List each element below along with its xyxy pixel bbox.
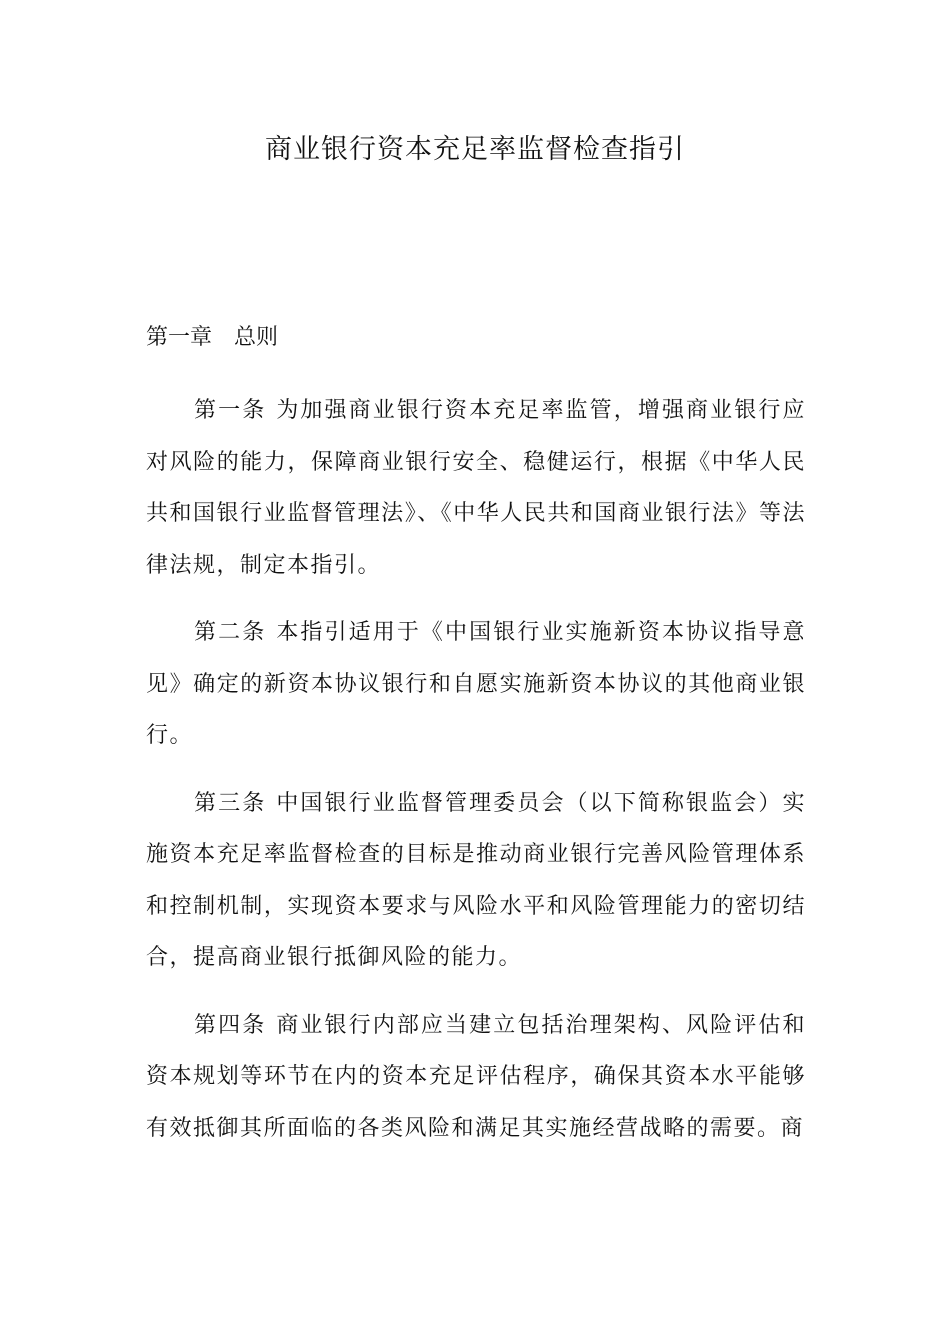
article-4 (146, 1000, 806, 1155)
article-3 (146, 778, 806, 984)
document-title: 商业银行资本充足率监督检查指引 (265, 134, 685, 165)
article-text: 中国银行业监督管理委员会（以下简称银监会）实施资本充足率监督检查的目标是推动商业银行完善风险管理体系和控制机制，实现资本要求与风险水平和风险管理能力的密切结合，提高商业银行抵御风险的能力。 (146, 790, 806, 970)
article-text: 为加强商业银行资本充足率监管，增强商业银行应对风险的能力，保障商业银行安全、稳健运行，根据《中华人民共和国银行业监督管理法》、《中华人民共和国商业银行法》等法律法规，制定本指引。 (146, 398, 806, 578)
document-body (146, 385, 806, 1170)
article-text: 商业银行内部应当建立包括治理架构、风险评估和资本规划等环节在内的资本充足评估程序，确保其资本水平能够有效抵御其所面临的各类风险和满足其实施经营战略的需要。商 (146, 1012, 806, 1141)
chapter-heading: 第一章 总则 (146, 325, 279, 350)
article-1 (146, 385, 806, 591)
article-text: 本指引适用于《中国银行业实施新资本协议指导意见》确定的新资本协议银行和自愿实施新资本协议的其他商业银行。 (146, 620, 806, 748)
article-number: 第一条 (194, 398, 267, 423)
article-number: 第三条 (194, 790, 267, 816)
article-number: 第二条 (194, 620, 267, 645)
article-2 (146, 607, 806, 762)
article-number: 第四条 (194, 1012, 267, 1038)
